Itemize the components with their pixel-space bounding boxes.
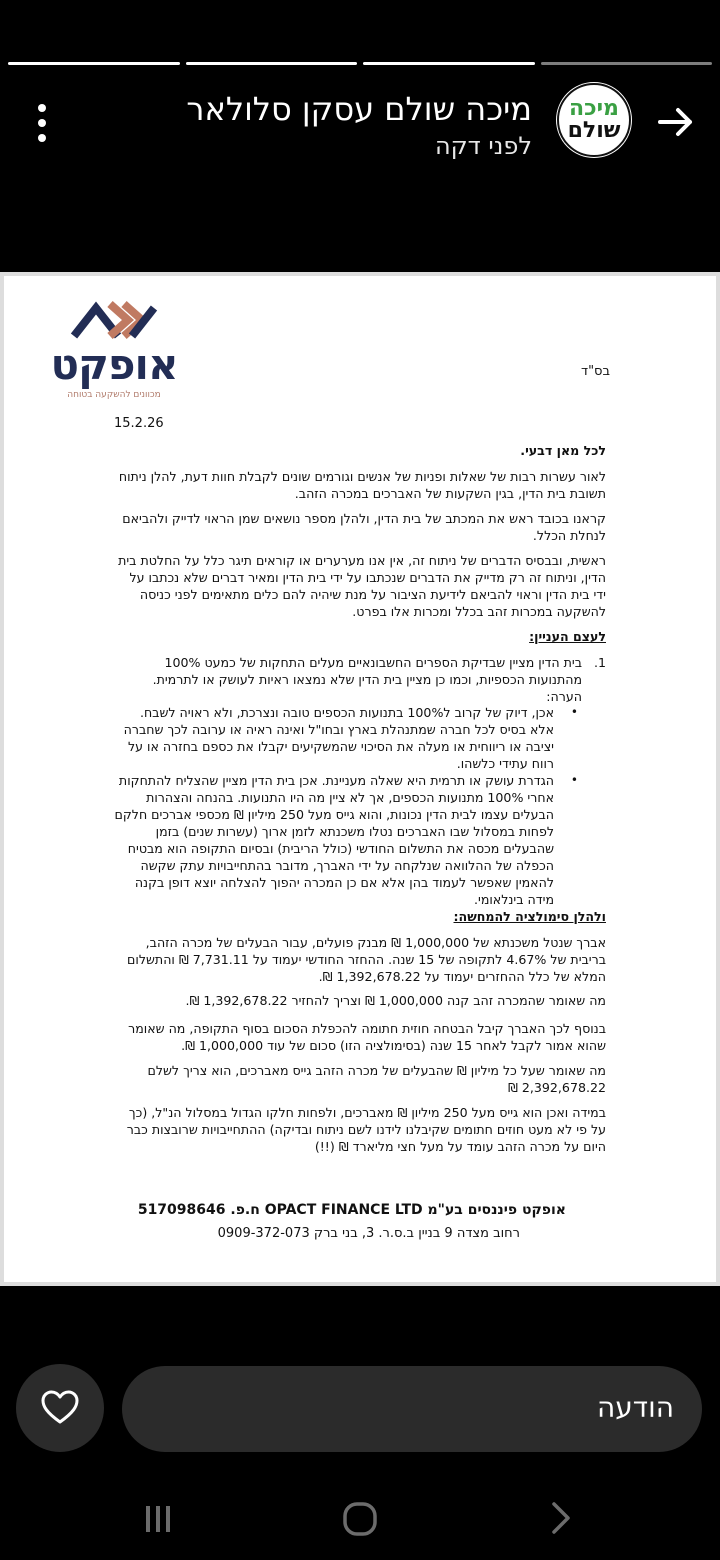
bullet-text: הגדרת עושק או תרמית היא שאלה מעניינת. אכן בית הדין מציין שהצליח להתחקות אחרי 100% מתנועות הכספים, אך לא ציין מה היו התנועות. בהנחה והצהרות הבעלים עצמו לבית הדין נכונות, והוא גייס מעל 250 מיליון ₪ מכספי אברכים חלקם לפחות במסלול שבו האברכים נטלו משכנתא לזמן ארוך (עשרות שנים) בזמן שהבעלים מכסה את התשלום החודשי (כולל הריבית) ובסיום התקופה הוא מבטיח הכפלה של ההלוואה שנלקחה על ידי האברך, מדובר בהתחייבויות עתק שקשה להאמין שאפשר לעמוד בהן אלא אם כן המכרה יהפוך להצלחה יוצא דופן בקנה מידה בינלאומי.	[114, 773, 554, 907]
logo-tagline: מכוונים להשקעה בטוחה	[67, 390, 161, 400]
channel-name[interactable]: מיכה שולם עסקן סלולאר	[186, 90, 532, 128]
reply-input[interactable]	[122, 1366, 702, 1452]
bullet-dot: •	[570, 773, 578, 787]
bsd-mark: בס"ד	[580, 364, 610, 379]
reply-placeholder: הודעה	[596, 1391, 674, 1424]
heart-icon	[40, 1388, 80, 1428]
logo-word: אופקט	[50, 340, 178, 389]
story-progress	[8, 62, 712, 66]
paragraph-3: ראשית, ובבסיס הדברים של ניתוח זה, אין אנו מערערים או קוראים תיגר כלל על החלטת בית הדין, וניתוח זה רק מדייק את הדברים שנכתבו על ידי בית הדין ומאיר דברים שלא נכתבו על ידי בית הדין וראוי להביאם לידיעת הציבור על מנת שיהיה להם כלים מתאימים לפני כניסה להשקעה במכרות זהב בכלל ומכרות אלו בפרט.	[118, 553, 606, 619]
paragraph-2: קראנו בכובד ראש את המכתב של בית הדין, ולהלן מספר נושאים שמן הראוי לדייק ולהביאם לנחלת הכלל.	[122, 511, 606, 543]
company-footer-name: אופקט פיננסים בע"מ OPACT FINANCE LTD ח.פ. 517098646	[137, 1202, 566, 1218]
section-title-1: לעצם העניין:	[529, 629, 606, 644]
system-nav-bar	[0, 1490, 720, 1550]
bullet-dot: •	[570, 705, 578, 719]
bullet-1	[114, 704, 606, 772]
simulation-2: מה שאומר שהמכרה זהב קנה 1,000,000 ₪ וצריך להחזיר 1,392,678.22 ₪.	[185, 993, 606, 1008]
section-title-2: ולהלן סימולציה להמחשה:	[453, 909, 606, 924]
arrow-forward-icon[interactable]	[654, 100, 698, 144]
company-footer-address: רחוב מצדה 9 בניין ב.ס.ר. 3, בני ברק 0909-372-073	[217, 1226, 520, 1241]
simulation-5: במידה ואכן הוא גייס מעל 250 מיליון ₪ מאברכים, ולפחות חלקו הגדול במסלול הנ"ל, (כך על פי לא מעט חוזים חתומים שקיבלנו לידנו לשם ניתוח ובדיקה) ההתחייבויות שרובצות כבר היום על מכרה הזהב עומד על מעל חצי מליארד ₪ (!!)	[126, 1105, 606, 1154]
simulation-1: אברך שנטל משכנתא של 1,000,000 ₪ מבנק פועלים, עבור הבעלים של מכרה הזהב, בריבית של 4.67% לתקופה של 15 שנה. ההחזר החודשי יעמוד על 7,731.11 ₪ והתשלום המלא של כלל ההחזרים יעמוד על 1,392,678.22 ₪.	[127, 935, 606, 984]
recents-icon[interactable]	[138, 1498, 178, 1538]
list-item-text: בית הדין מציין שבדיקת הספרים החשבונאיים מעלים התחקות של כמעט 100% מהתנועות הכספיות, וכמו כן מציין בית הדין שלא נמצאו ראיות לעושק או לתרמית.	[152, 655, 582, 687]
letter-date: 15.2.26	[114, 416, 164, 431]
progress-segment-1	[8, 62, 180, 65]
simulation-4: מה שאומר שעל כל מיליון ₪ שהבעלים של מכרה הזהב גייס מאברכים, הוא צריך לשלם 2,392,678.22 ₪	[147, 1063, 606, 1095]
list-item-1	[114, 654, 606, 705]
simulation-3: בנוסף לכך האברך קיבל הבטחה חוזית חתומה להכפלת הסכום בסוף התקופה, מה שאומר שהוא אמור לקבל לאחר 15 שנה (בסימולציה הזו) סכום של עוד 1,000,000 ₪.	[128, 1021, 606, 1053]
more-vert-icon[interactable]	[32, 104, 52, 142]
note-label: הערה:	[546, 689, 582, 704]
avatar-text-line2: שולם	[567, 118, 621, 143]
story-header	[0, 72, 720, 182]
paragraph-1: לאור עשרות רבות של שאלות ופניות של אנשים וגורמים שונים לקבלת חוות דעת, להלן ניתוח תשובת בית הדין, בגין השקעות של האברכים במכרה הזהב.	[118, 469, 606, 501]
document-page	[4, 276, 716, 1282]
like-button[interactable]	[16, 1364, 104, 1452]
list-item-number: 1.	[593, 655, 606, 670]
back-icon[interactable]	[540, 1498, 580, 1538]
avatar[interactable]	[556, 82, 632, 158]
bullet-text: אכן, דיוק של קרוב ל100% בתנועות הכספים טובה ונצרכת, ולא ראויה לשבח. אלא בסיס לכל חברה שמתנהלת בארץ ובחו"ל ואינה ראיה או ערובה לכך שחברה יציבה או ריווחית או מעלה את הסיכוי שהמשקיעים יקבלו את כספם בחזרה או על רווח עתידי כלשהו.	[123, 705, 554, 771]
company-logo	[44, 296, 184, 400]
greeting: לכל מאן דבעי.	[520, 443, 606, 458]
post-time: לפני דקה	[434, 132, 532, 160]
story-image	[0, 272, 720, 1286]
progress-segment-4	[541, 62, 713, 65]
progress-segment-2	[186, 62, 358, 65]
bullet-2	[114, 772, 606, 908]
progress-segment-3	[363, 62, 535, 65]
avatar-text-line1: מיכה	[569, 96, 619, 121]
home-icon[interactable]	[340, 1498, 380, 1538]
